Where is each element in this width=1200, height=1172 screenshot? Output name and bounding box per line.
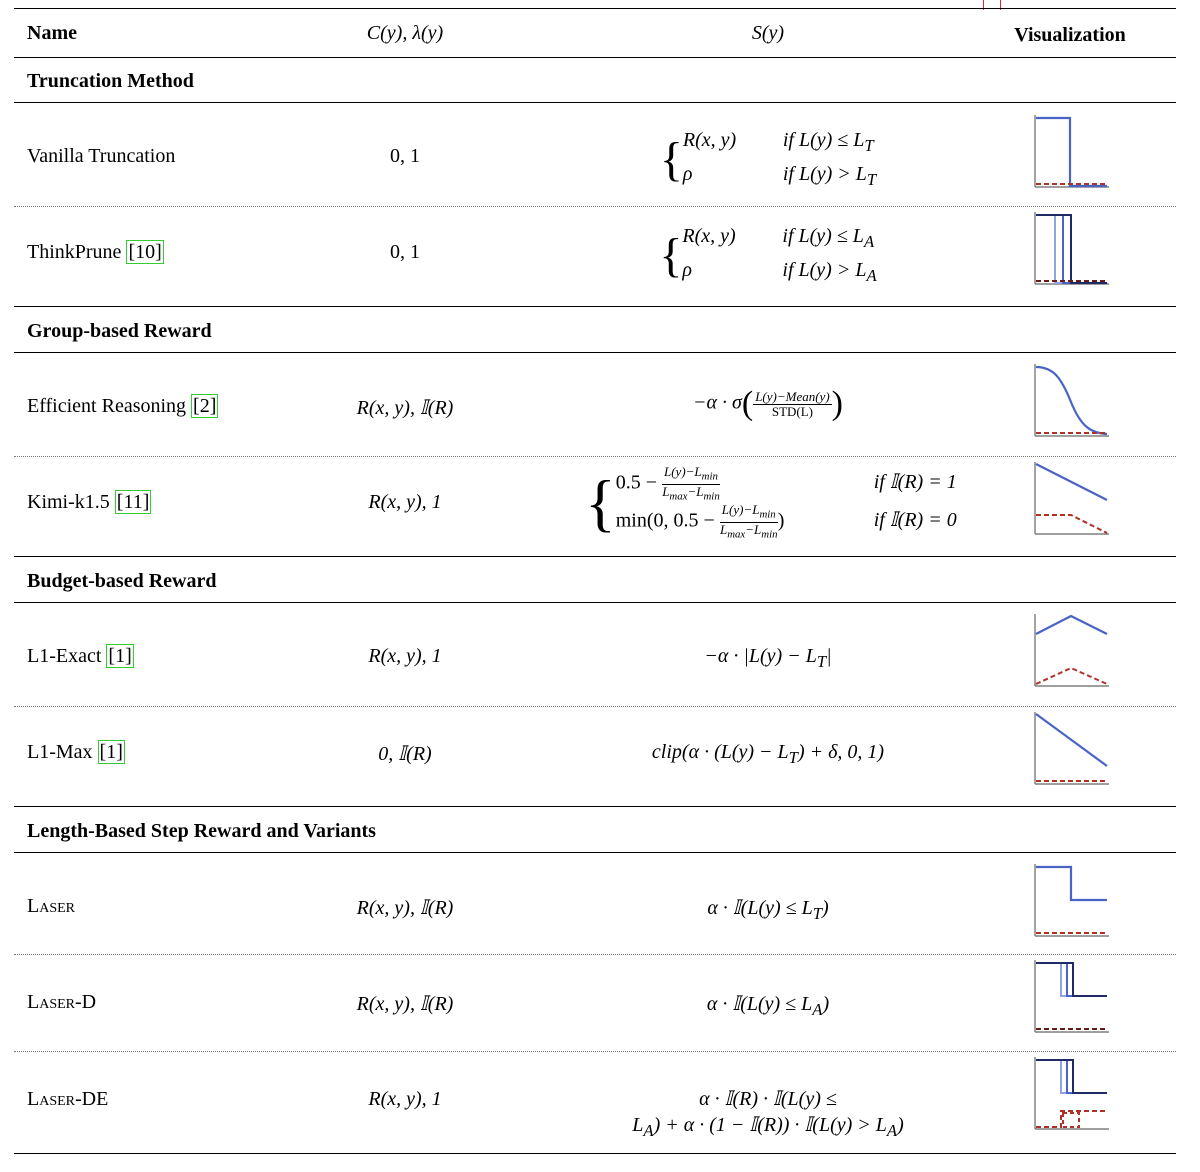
c-lambda-value: R(x, y), 1 [368, 1088, 442, 1110]
visualization-vanilla-truncation [1033, 113, 1111, 191]
header-name: Name [27, 22, 77, 44]
c-lambda-value: 0, 1 [390, 241, 420, 263]
section-title: Length-Based Step Reward and Variants [27, 820, 376, 842]
row-separator [14, 706, 1176, 707]
citation-link[interactable]: [10] [128, 241, 162, 263]
s-formula: { 0.5 − $\frac{L(y)-L_{min}}{L_{max}-L_{min}}$ if 𝕀(R) = 1 min(0, 0.5 − $\frac{L(y)-L_{min}}{L_{max}-L_{min}}$ ) if 𝕀(R) = 0 [585, 464, 957, 541]
row-separator [14, 456, 1176, 457]
method-name: Vanilla Truncation [27, 145, 176, 167]
citation-link[interactable]: [1] [108, 645, 132, 667]
s-formula: clip(α · $(L(y) - L_T) + \delta$, 0, 1) [651, 741, 885, 767]
visualization-laser-d [1033, 958, 1111, 1036]
c-lambda-value: R(x, y), 1 [368, 491, 442, 513]
s-formula: α · 𝕀(L(y) ≤ $L_A$) [706, 993, 830, 1019]
citation-link[interactable]: [1] [99, 741, 123, 763]
method-name: Laser-D [27, 991, 97, 1013]
section-rule [14, 352, 1176, 353]
c-lambda-value: R(x, y), 𝕀(R) [356, 897, 454, 919]
method-name: L1-Max [1] [27, 741, 123, 763]
section-rule [14, 102, 1176, 103]
visualization-kimi [1033, 460, 1111, 538]
s-formula: α · 𝕀(L(y) ≤ $L_T$) [707, 897, 829, 923]
row-separator [14, 954, 1176, 955]
method-name: ThinkPrune [10] [27, 241, 162, 263]
c-lambda-value: R(x, y), 𝕀(R) [356, 993, 454, 1015]
section-rule [14, 852, 1176, 853]
section-rule [14, 602, 1176, 603]
visualization-laser-de [1033, 1055, 1111, 1133]
section-title: Truncation Method [27, 70, 194, 92]
header-visualization: Visualization [1014, 24, 1126, 46]
method-name: Laser-DE [27, 1088, 109, 1110]
c-lambda-value: R(x, y), 𝕀(R) [356, 397, 454, 419]
header-rule [14, 57, 1176, 58]
visualization-laser [1033, 862, 1111, 940]
c-lambda-value: 0, 𝕀(R) [378, 743, 432, 765]
method-name: Laser [27, 895, 76, 917]
row-separator [14, 206, 1176, 207]
visualization-l1-exact [1033, 612, 1111, 690]
section-title: Budget-based Reward [27, 570, 217, 592]
s-formula: −α · σ( $\frac{\text{L(y)−Mean(y)}}{\text{STD(L)}}$ ) [693, 385, 843, 422]
bottom-rule [14, 1153, 1176, 1154]
citation-link[interactable]: [11] [116, 491, 150, 513]
s-formula: { R(x, y) if $L(y) \le L_A$ ρ if $L(y) > L_A$ [659, 225, 877, 285]
section-rule [14, 306, 1176, 307]
s-formula: $-\alpha \cdot |L(y) - L_T|$ [704, 645, 832, 671]
method-name: L1-Exact [1] [27, 645, 132, 667]
method-name: Efficient Reasoning [2] [27, 395, 217, 417]
top-rule [14, 8, 1176, 9]
visualization-efficient-reasoning [1033, 362, 1111, 440]
section-rule [14, 556, 1176, 557]
citation-link[interactable]: [2] [193, 395, 217, 417]
method-name: Kimi-k1.5 [11] [27, 491, 150, 513]
c-lambda-value: R(x, y), 1 [368, 645, 442, 667]
header-s: S(y) [751, 22, 785, 44]
header-c-lambda: C(y), λ(y) [366, 22, 444, 44]
visualization-thinkprune [1033, 210, 1111, 288]
row-separator [14, 1051, 1176, 1052]
c-lambda-value: 0, 1 [390, 145, 420, 167]
visualization-l1-max [1033, 710, 1111, 788]
section-title: Group-based Reward [27, 320, 212, 342]
s-formula: { R(x, y) if $L(y) \le L_T$ ρ if $L(y) > L_T$ [659, 129, 877, 189]
s-formula: α · 𝕀(R) · 𝕀(L(y) ≤ $L_A) + \alpha \cdot (1$ − 𝕀(R)) · 𝕀(L(y) > $L_A$) [632, 1088, 904, 1140]
section-rule [14, 806, 1176, 807]
